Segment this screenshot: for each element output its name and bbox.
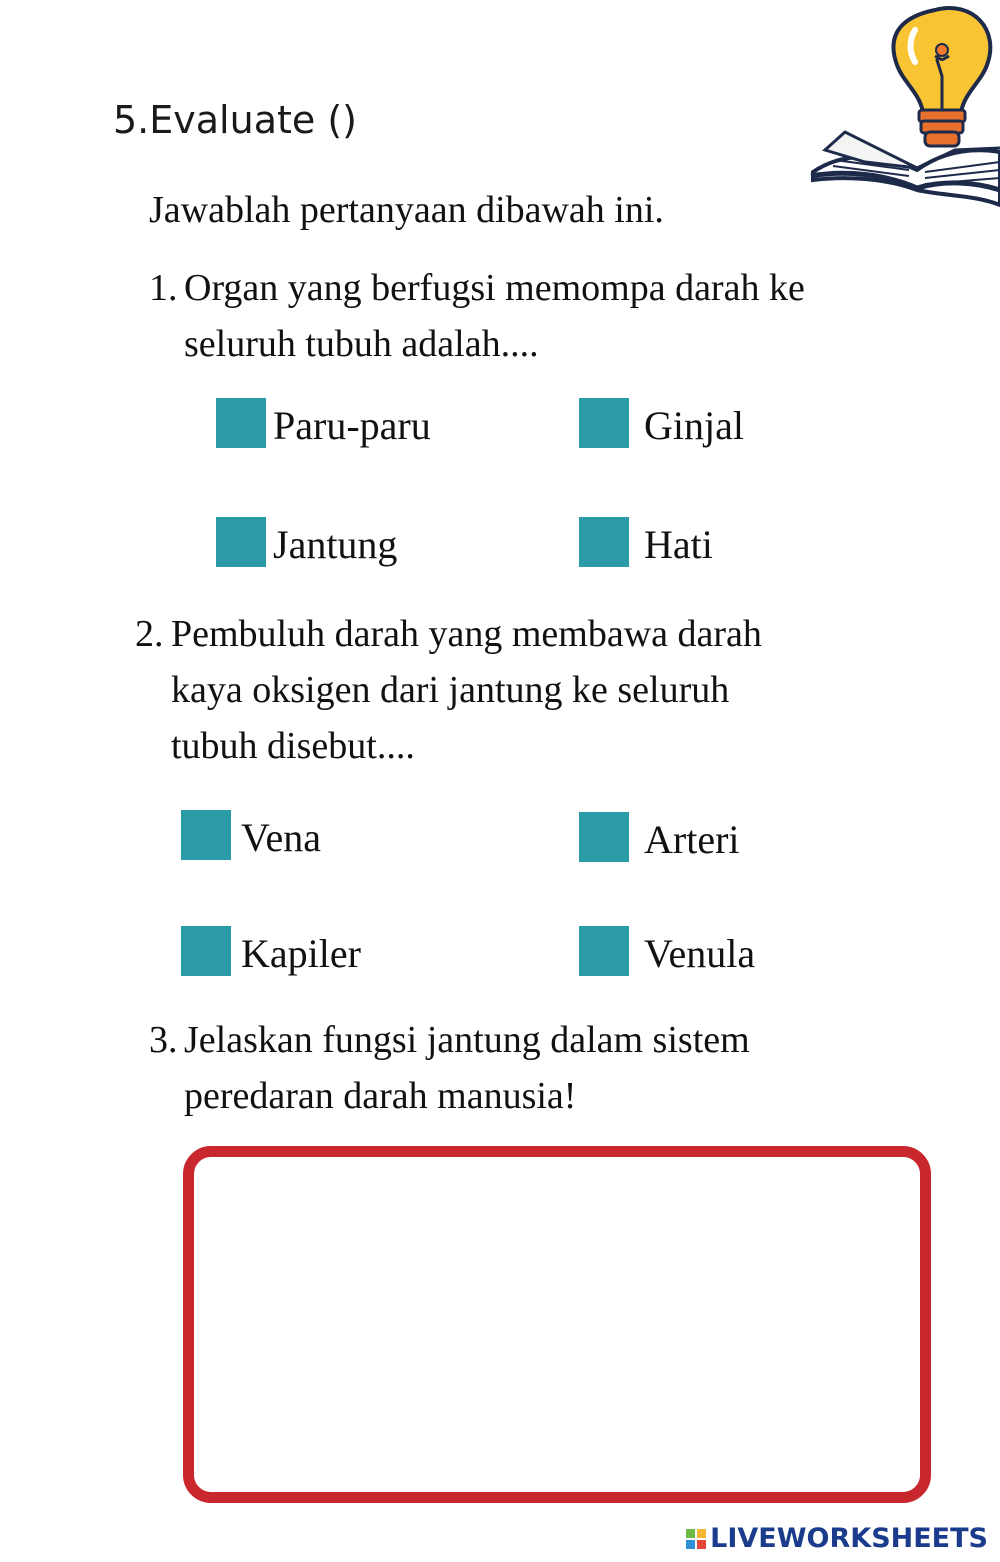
answer-textbox[interactable]	[183, 1146, 931, 1503]
option-label: Venula	[644, 931, 756, 976]
option-venula[interactable]	[579, 926, 879, 976]
option-vena[interactable]	[181, 810, 481, 860]
section-number: 5.	[113, 98, 150, 142]
option-checkbox[interactable]	[579, 398, 629, 448]
option-jantung[interactable]	[216, 517, 516, 567]
question-1	[149, 260, 909, 372]
section-title-text: Evaluate ()	[149, 98, 357, 142]
option-kapiler[interactable]	[181, 926, 481, 976]
question-2-text: Pembuluh darah yang membawa darah kaya oksigen dari jantung ke seluruh tubuh disebut....	[171, 613, 762, 767]
option-label: Vena	[241, 815, 321, 860]
brand-text: LIVEWORKSHEETS	[710, 1523, 988, 1554]
liveworksheets-logo-icon	[686, 1529, 706, 1549]
option-paru-paru[interactable]	[216, 398, 516, 448]
option-label: Kapiler	[241, 931, 361, 976]
instruction: Jawablah pertanyaan dibawah ini.	[149, 189, 664, 231]
option-checkbox[interactable]	[216, 398, 266, 448]
question-3	[149, 1012, 909, 1124]
question-1-number: 1.	[149, 267, 178, 309]
option-checkbox[interactable]	[579, 926, 629, 976]
option-arteri[interactable]	[579, 812, 879, 862]
option-label: Ginjal	[644, 403, 744, 448]
option-label: Arteri	[644, 817, 740, 862]
liveworksheets-brand	[686, 1523, 988, 1554]
option-checkbox[interactable]	[579, 517, 629, 567]
question-3-text: Jelaskan fungsi jantung dalam sistem peredaran darah manusia!	[184, 1019, 750, 1117]
lightbulb-book-illustration	[805, 0, 1000, 215]
question-2-number: 2.	[135, 613, 164, 655]
option-label: Jantung	[273, 522, 398, 567]
question-2	[135, 606, 895, 774]
option-checkbox[interactable]	[579, 812, 629, 862]
option-hati[interactable]	[579, 517, 879, 567]
section-title	[113, 98, 357, 142]
option-ginjal[interactable]	[579, 398, 879, 448]
answer-box-rope-pattern	[194, 1157, 920, 1492]
option-label: Paru-paru	[273, 403, 431, 448]
option-checkbox[interactable]	[181, 926, 231, 976]
question-3-number: 3.	[149, 1019, 178, 1061]
option-label: Hati	[644, 522, 713, 567]
option-checkbox[interactable]	[216, 517, 266, 567]
option-checkbox[interactable]	[181, 810, 231, 860]
question-1-text: Organ yang berfugsi memompa darah ke seluruh tubuh adalah....	[184, 267, 805, 365]
